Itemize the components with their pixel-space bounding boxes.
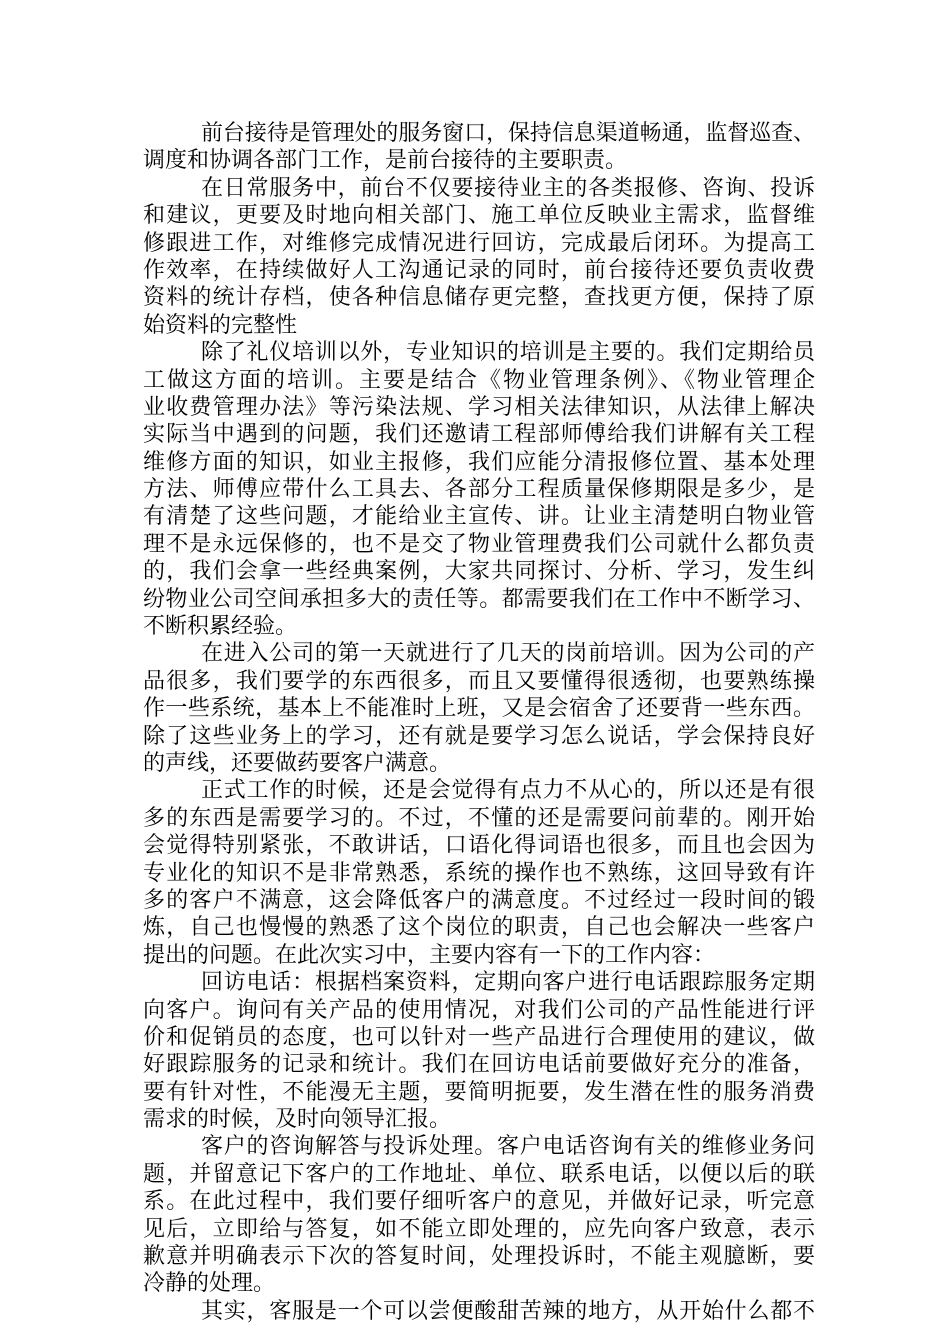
text-line: 的声线，还要做药要客户满意。 (143, 750, 452, 776)
text-line: 冷静的处理。 (143, 1271, 276, 1297)
text-line: 见后，立即给与答复，如不能立即处理的，应先向客户致意，表示 (143, 1216, 815, 1242)
text-line: 要有针对性，不能漫无主题，要简明扼要，发生潜在性的服务消费 (143, 1079, 815, 1105)
text-line: 歉意并明确表示下次的答复时间，处理投诉时，不能主观臆断，要 (143, 1244, 815, 1270)
text-line: 其实，客服是一个可以尝便酸甜苦辣的地方，从开始什么都不 (201, 1298, 815, 1324)
document-body (143, 120, 815, 1325)
text-line: 不断积累经验。 (143, 614, 298, 640)
text-line: 价和促销员的态度，也可以针对一些产品进行合理使用的建议，做 (143, 1024, 815, 1050)
text-line: 的，我们会拿一些经典案例，大家共同探讨、分析、学习，发生纠 (143, 559, 815, 585)
text-line: 需求的时候，及时向领导汇报。 (143, 1107, 452, 1133)
text-line: 多的东西是需要学习的。不过，不懂的还是需要问前辈的。刚开始 (143, 805, 815, 831)
text-line: 客户的咨询解答与投诉处理。客户电话咨询有关的维修业务问 (201, 1134, 815, 1160)
text-line: 会觉得特别紧张，不敢讲话，口语化得词语也很多，而且也会因为 (143, 833, 815, 859)
text-line: 始资料的完整性 (143, 312, 298, 338)
text-line: 炼，自己也慢慢的熟悉了这个岗位的职责，自己也会解决一些客户 (143, 915, 815, 941)
text-line: 修跟进工作，对维修完成情况进行回访，完成最后闭环。为提高工 (143, 230, 815, 256)
text-line: 题，并留意记下客户的工作地址、单位、联系电话，以便以后的联 (143, 1161, 815, 1187)
text-line: 方法、师傅应带什么工具去、各部分工程质量保修期限是多少，是 (143, 477, 815, 503)
text-line: 多的客户不满意，这会降低客户的满意度。不过经过一段时间的锻 (143, 887, 815, 913)
text-line: 作效率，在持续做好人工沟通记录的同时，前台接待还要负责收费 (143, 257, 815, 283)
text-line: 实际当中遇到的问题，我们还邀请工程部师傅给我们讲解有关工程 (143, 422, 815, 448)
text-line: 作一些系统，基本上不能准时上班，又是会宿舍了还要背一些东西。 (143, 696, 815, 722)
text-line: 和建议，更要及时地向相关部门、施工单位反映业主需求，监督维 (143, 203, 815, 229)
text-line: 向客户。询问有关产品的使用情况，对我们公司的产品性能进行评 (143, 997, 815, 1023)
text-line: 调度和协调各部门工作，是前台接待的主要职责。 (143, 148, 628, 174)
text-line: 业收费管理办法》等污染法规、学习相关法律知识，从法律上解决 (143, 394, 815, 420)
text-line: 维修方面的知识，如业主报修，我们应能分清报修位置、基本处理 (143, 449, 815, 475)
text-line: 在日常服务中，前台不仅要接待业主的各类报修、咨询、投诉 (201, 175, 815, 201)
text-line: 理不是永远保修的，也不是交了物业管理费我们公司就什么都负责 (143, 531, 815, 557)
text-line: 有清楚了这些问题，才能给业主宣传、讲。让业主清楚明白物业管 (143, 504, 815, 530)
text-line: 好跟踪服务的记录和统计。我们在回访电话前要做好充分的准备， (143, 1052, 815, 1078)
text-line: 资料的统计存档，使各种信息储存更完整，查找更方便，保持了原 (143, 285, 815, 311)
text-line: 在进入公司的第一天就进行了几天的岗前培训。因为公司的产 (201, 641, 815, 667)
text-line: 除了这些业务上的学习，还有就是要学习怎么说话，学会保持良好 (143, 723, 815, 749)
text-line: 系。在此过程中，我们要仔细听客户的意见，并做好记录，听完意 (143, 1189, 815, 1215)
text-line: 工做这方面的培训。主要是结合《物业管理条例》、《物业管理企 (143, 367, 815, 393)
text-line: 纷物业公司空间承担多大的责任等。都需要我们在工作中不断学习、 (143, 586, 815, 612)
text-line: 正式工作的时候，还是会觉得有点力不从心的，所以还是有很 (201, 778, 815, 804)
text-line: 提出的问题。在此次实习中，主要内容有一下的工作内容： (143, 942, 716, 968)
text-line: 前台接待是管理处的服务窗口，保持信息渠道畅通，监督巡查、 (201, 121, 815, 146)
text-line: 品很多，我们要学的东西很多，而且又要懂得很透彻，也要熟练操 (143, 668, 815, 694)
text-line: 除了礼仪培训以外，专业知识的培训是主要的。我们定期给员 (201, 340, 815, 366)
text-line: 回访电话：根据档案资料，定期向客户进行电话跟踪服务定期 (201, 970, 815, 996)
text-line: 专业化的知识不是非常熟悉，系统的操作也不熟练，这回导致有许 (143, 860, 815, 886)
